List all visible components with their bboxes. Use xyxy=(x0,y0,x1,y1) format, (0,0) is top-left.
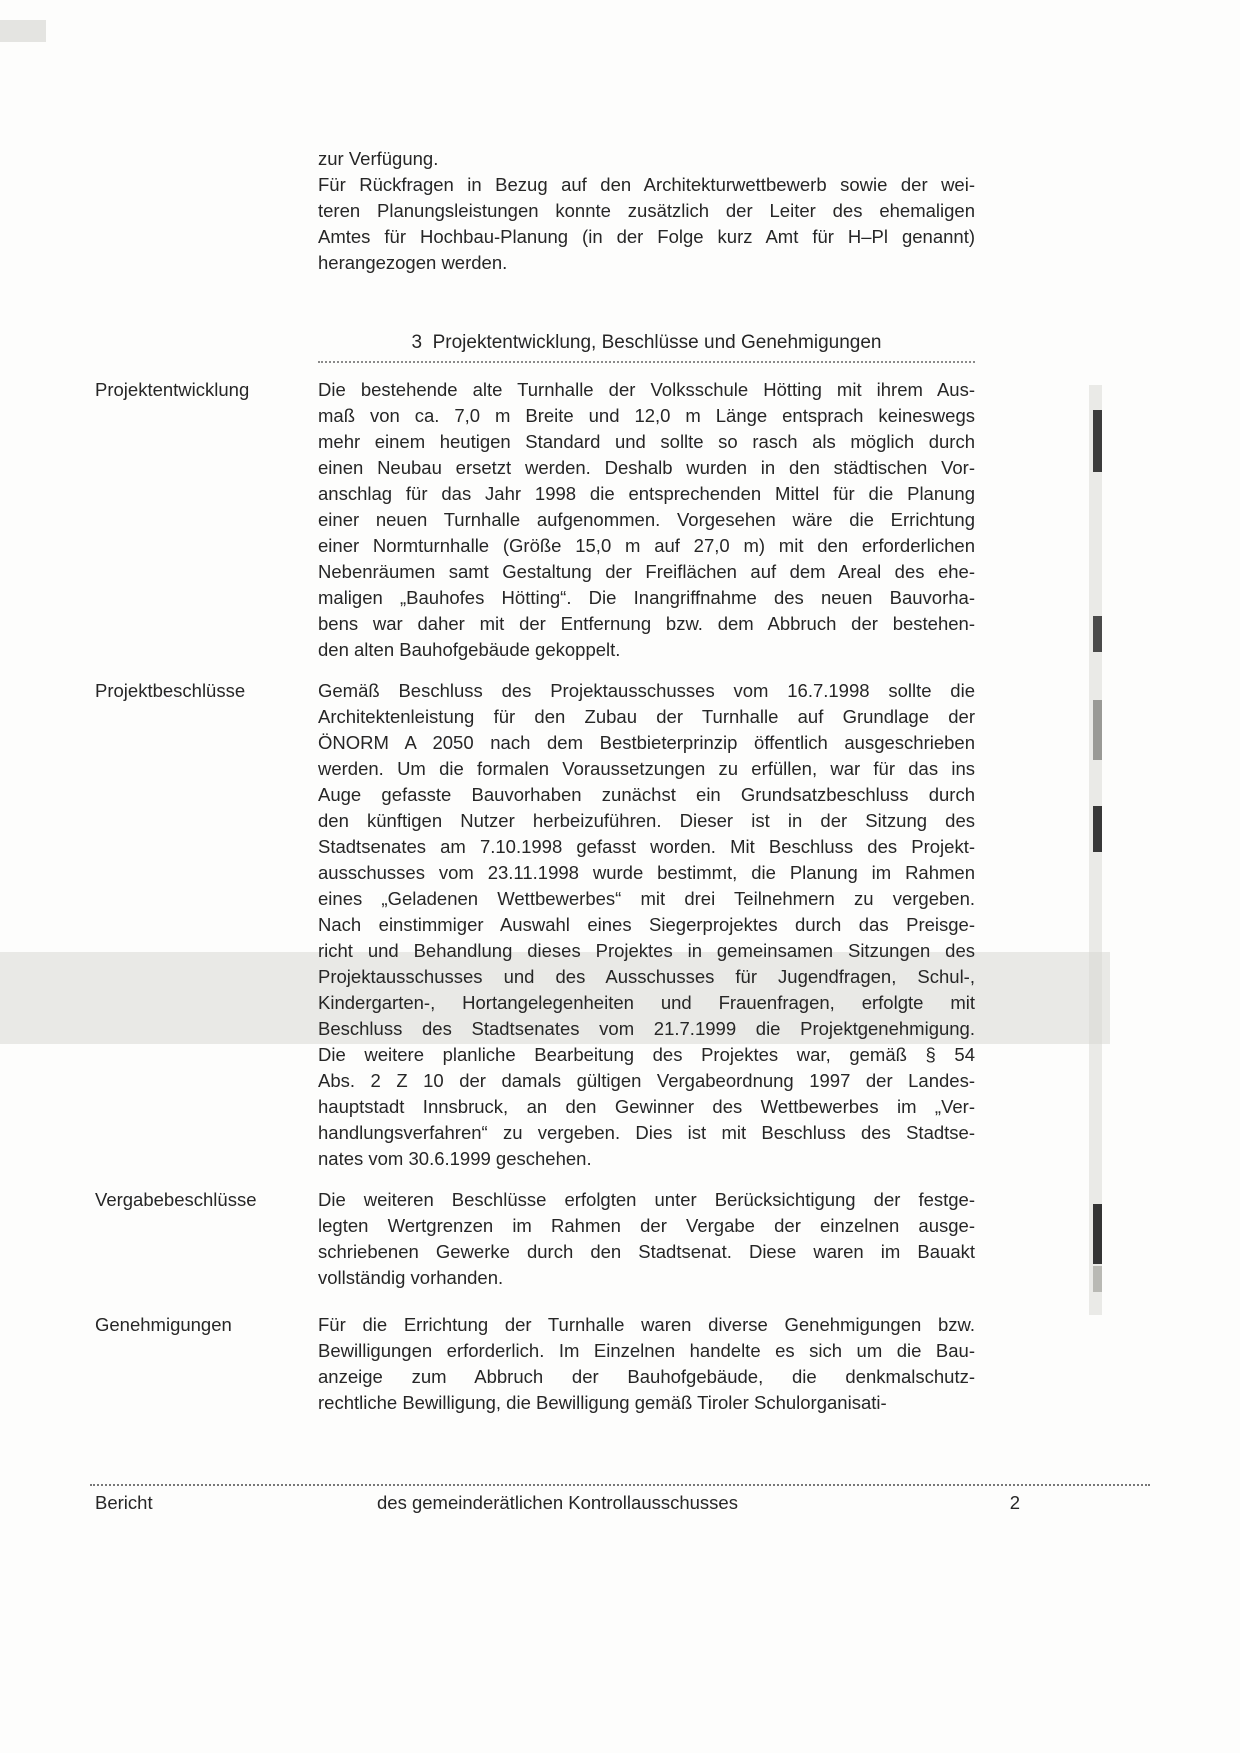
document-section xyxy=(95,1312,975,1416)
text-line: ÖNORM A 2050 nach dem Bestbieterprinzip öffentlich ausgeschrieben xyxy=(318,732,975,753)
section-body xyxy=(318,377,975,663)
text-line: Auge gefasste Bauvorhaben zunächst ein Grundsatzbeschluss durch xyxy=(318,784,975,805)
text-line: den künftigen Nutzer herbeizuführen. Dieser ist in der Sitzung des xyxy=(318,810,975,831)
text-line: anzeige zum Abbruch der Bauhofgebäude, die denkmalschutz- xyxy=(318,1366,975,1387)
text-line: handlungsverfahren“ zu vergeben. Dies ist mit Beschluss des Stadtse- xyxy=(318,1122,975,1143)
text-line: Architektenleistung für den Zubau der Turnhalle auf Grundlage der xyxy=(318,706,975,727)
text-line: ausschusses vom 23.11.1998 wurde bestimmt, die Planung im Rahmen xyxy=(318,862,975,883)
text-line: vollständig vorhanden. xyxy=(318,1267,504,1288)
section-margin-label: Genehmigungen xyxy=(95,1314,232,1335)
text-line: schriebenen Gewerke durch den Stadtsenat. Diese waren im Bauakt xyxy=(318,1241,975,1262)
text-line: eines „Geladenen Wettbewerbes“ mit drei Teilnehmern zu vergeben. xyxy=(318,888,975,909)
footer-doc-title: Bericht xyxy=(95,1492,153,1513)
section-body xyxy=(318,678,975,1172)
text-line: Für die Errichtung der Turnhalle waren diverse Genehmigungen bzw. xyxy=(318,1314,975,1335)
text-line: Die weitere planliche Bearbeitung des Projektes war, gemäß § 54 xyxy=(318,1044,975,1065)
section-body xyxy=(318,1312,975,1416)
footer-rule xyxy=(90,1484,1150,1486)
text-line: Abs. 2 Z 10 der damals gültigen Vergabeordnung 1997 der Landes- xyxy=(318,1070,975,1091)
text-line: Kindergarten-, Hortangelegenheiten und Frauenfragen, erfolgte mit xyxy=(318,992,975,1013)
text-line: mehr einem heutigen Standard und sollte so rasch als möglich durch xyxy=(318,431,975,452)
document-section xyxy=(95,678,975,1172)
text-line: maligen „Bauhofes Hötting“. Die Inangriffnahme des neuen Bauvorha- xyxy=(318,587,975,608)
text-line: Nach einstimmiger Auswahl eines Siegerprojektes durch das Preisge- xyxy=(318,914,975,935)
text-line: bens war daher mit der Entfernung bzw. dem Abbruch der bestehen- xyxy=(318,613,975,634)
text-line: zur Verfügung. xyxy=(318,148,439,169)
text-line: richt und Behandlung dieses Projektes in gemeinsamen Sitzungen des xyxy=(318,940,975,961)
document-section xyxy=(95,1187,975,1291)
footer-doc-subtitle: des gemeinderätlichen Kontrollausschusses xyxy=(377,1492,738,1513)
footer-page-number: 2 xyxy=(1009,1492,1020,1513)
text-line: rechtliche Bewilligung, die Bewilligung gemäß Tiroler Schulorganisati- xyxy=(318,1392,887,1413)
page-footer xyxy=(95,1490,1020,1516)
document-content xyxy=(0,146,1240,1416)
section-heading: 3 Projektentwicklung, Beschlüsse und Genehmigungen xyxy=(318,330,975,363)
text-line: maß von ca. 7,0 m Breite und 12,0 m Länge entsprach keineswegs xyxy=(318,405,975,426)
text-line: Die bestehende alte Turnhalle der Volksschule Hötting mit ihrem Aus- xyxy=(318,379,975,400)
text-line: Amtes für Hochbau-Planung (in der Folge kurz Amt für H–Pl genannt) xyxy=(318,226,975,247)
text-line: einer Normturnhalle (Größe 15,0 m auf 27,0 m) mit den erforderlichen xyxy=(318,535,975,556)
text-line: hauptstadt Innsbruck, an den Gewinner des Wettbewerbes im „Ver- xyxy=(318,1096,975,1117)
text-line: Die weiteren Beschlüsse erfolgten unter Berücksichtigung der festge- xyxy=(318,1189,975,1210)
text-line: den alten Bauhofgebäude gekoppelt. xyxy=(318,639,621,660)
scan-corner-smudge xyxy=(0,20,46,42)
text-line: anschlag für das Jahr 1998 die entsprechenden Mittel für die Planung xyxy=(318,483,975,504)
text-line: legten Wertgrenzen im Rahmen der Vergabe der einzelnen ausge- xyxy=(318,1215,975,1236)
section-margin-label: Vergabebeschlüsse xyxy=(95,1189,257,1210)
intro-block xyxy=(318,146,975,276)
text-line: Für Rückfragen in Bezug auf den Architekturwettbewerb sowie der wei- xyxy=(318,174,975,195)
text-line: Beschluss des Stadtsenates vom 21.7.1999 die Projektgenehmigung. xyxy=(318,1018,975,1039)
text-line: werden. Um die formalen Voraussetzungen zu erfüllen, war für das ins xyxy=(318,758,975,779)
text-line: einen Neubau ersetzt werden. Deshalb wurden in den städtischen Vor- xyxy=(318,457,975,478)
text-line: Nebenräumen samt Gestaltung der Freiflächen auf dem Areal des ehe- xyxy=(318,561,975,582)
text-line: Gemäß Beschluss des Projektausschusses vom 16.7.1998 sollte die xyxy=(318,680,975,701)
text-line: teren Planungsleistungen konnte zusätzlich der Leiter des ehemaligen xyxy=(318,200,975,221)
section-body xyxy=(318,1187,975,1291)
text-line: Bewilligungen erforderlich. Im Einzelnen handelte es sich um die Bau- xyxy=(318,1340,975,1361)
sections xyxy=(0,377,1240,1416)
section-margin-label: Projektentwicklung xyxy=(95,379,250,400)
text-line: nates vom 30.6.1999 geschehen. xyxy=(318,1148,592,1169)
text-line: Stadtsenates am 7.10.1998 gefasst worden. Mit Beschluss des Projekt- xyxy=(318,836,975,857)
section-margin-label: Projektbeschlüsse xyxy=(95,680,246,701)
document-section xyxy=(95,377,975,663)
text-line: einer neuen Turnhalle aufgenommen. Vorgesehen wäre die Errichtung xyxy=(318,509,975,530)
text-line: herangezogen werden. xyxy=(318,252,508,273)
text-line: Projektausschusses und des Ausschusses für Jugendfragen, Schul-, xyxy=(318,966,975,987)
